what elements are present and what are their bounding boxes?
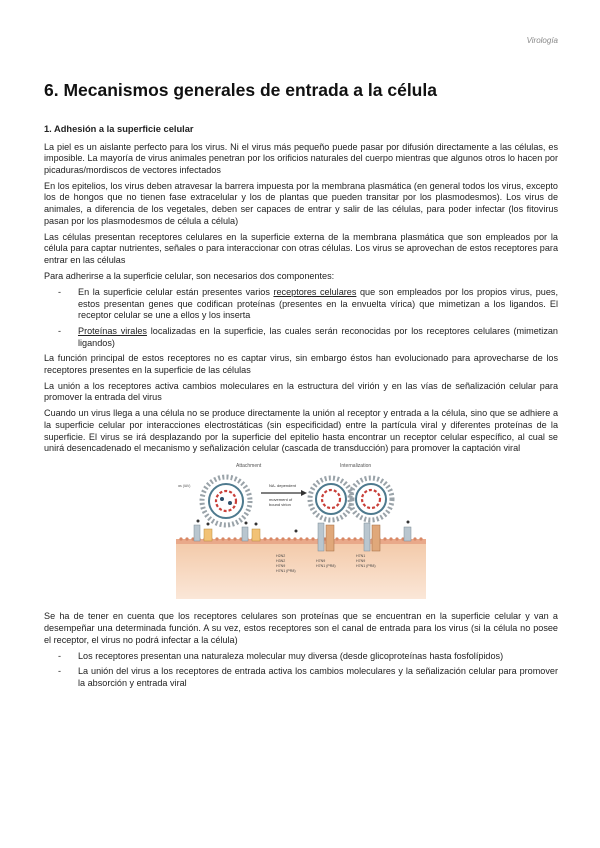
receptor-label: H2N2 xyxy=(276,554,286,559)
running-header: Virología xyxy=(526,36,558,45)
components-list xyxy=(44,287,558,349)
list-item-text: En la superficie celular están presentes varios xyxy=(78,287,274,298)
list-item-text: localizadas en la superficie, las cuales serán reconocidas por los receptores celulares (mimetizan ligandos) xyxy=(78,325,558,348)
virion-right-2 xyxy=(350,478,392,520)
section-heading: 1. Adhesión a la superficie celular xyxy=(44,124,194,134)
list-item xyxy=(44,287,558,322)
paragraph-8: Se ha de tener en cuenta que los receptores celulares son proteínas que se encuentran en la superficie celular y van a desempeñar una determinada función. A su vez, estos receptores son el canal de entrada para los virus (si la célula no posee el receptor, el virus no podrá infectar a la célula) xyxy=(44,611,558,645)
paragraph-2: En los epitelios, los virus deben atravesar la barrera impuesta por la membrana plasmática (en general todos los virus, excepto los de hongos que no tienen fase extracelular y los de plantas que pueden transitar por los plasmodesmos). Los virus de animales, a diferencia de los vegetales, deben ser capaces de entrar y salir de las células, para poder infectar (los fitovirus pasan por los plasmodesmos de célula a célula) xyxy=(44,180,558,226)
figure-label-virus: αs (IAV) xyxy=(178,484,191,489)
underlined-term: receptores celulares xyxy=(273,287,357,298)
receptor-label: H7N9 xyxy=(316,559,326,564)
list-item: - La unión del virus a los receptores de entrada activa los cambios moleculares y la señalización celular para promover la absorción y entrada viral xyxy=(44,666,558,689)
receptor-label: H3N2 xyxy=(276,559,286,564)
receptor-notes-list xyxy=(44,651,558,690)
receptor-label: H7N1 xyxy=(356,554,366,559)
list-item: - Los receptores presentan una naturaleza molecular muy diversa (desde glicoproteínas hasta fosfolípidos) xyxy=(44,651,558,663)
movement-arrow xyxy=(261,483,307,507)
receptor-label: H7N1 (PR8) xyxy=(276,569,296,574)
virus-attachment-figure xyxy=(176,459,426,599)
svg-text:bound virion: bound virion xyxy=(269,502,291,508)
svg-text:movement of: movement of xyxy=(269,497,293,503)
paragraph-1: La piel es un aislante perfecto para los virus. Ni el virus más pequeño puede pasar por difusión directamente a las células, es imposible. La mayoría de virus animales penetran por los orificios naturales del cuerpo mientras que algunos otros lo hacen por picaduras/mordiscos de vectores infectados xyxy=(44,141,558,175)
receptor-label: H7N1 (PR8) xyxy=(356,564,376,569)
paragraph-4: Para adherirse a la superficie celular, son necesarios dos componentes: xyxy=(44,271,335,282)
figure-label-internalization: Internalization xyxy=(340,463,372,470)
underlined-term: Proteínas virales xyxy=(78,325,147,336)
figure-label-attachment: Attachment xyxy=(236,463,262,470)
cell-cytoplasm xyxy=(176,541,426,599)
paragraph-3: Las células presentan receptores celulares en la superficie externa de la membrana plasmática que son empleados por la célula para captar nutrientes, señales o para interaccionar con otras células. Los virus se aprovechan de estos receptores para entrar en las células xyxy=(44,231,558,265)
paragraph-6: La unión a los receptores activa cambios moleculares en la estructura del virión y en las vías de señalización celular para promover la entrada del virus xyxy=(44,380,558,403)
paragraph-7: Cuando un virus llega a una célula no se produce directamente la unión al receptor y entrada a la célula, sino que se adhiere a la superficie celular por interacciones electrostáticas (sin especificidad) entre la partícula viral y diferentes proteínas de la superficie. El virus se irá desplazando por la superficie del epitelio hasta encontrar un receptor celular específico, al cual se unirá desencadenado el mecanismo y señalización celular (cascada de transducción) para promover la captación viral xyxy=(44,408,558,454)
document-body xyxy=(44,124,558,693)
figure-svg xyxy=(176,459,426,599)
receptor-label: H7N9 xyxy=(276,564,286,569)
receptor-label: H7N9 xyxy=(356,559,366,564)
svg-text:NA- dependent: NA- dependent xyxy=(269,483,296,489)
membrane-lipid-heads xyxy=(179,538,422,541)
virion-left xyxy=(202,477,250,525)
page-title: 6. Mecanismos generales de entrada a la célula xyxy=(44,80,437,100)
receptor-label: H7N1 (PR8) xyxy=(316,564,336,569)
list-item xyxy=(44,326,558,349)
list-item-text: que son empleados por los propios virus, pues, estos presentan genes que codifican proteínas (presentes en la envuelta vírica) que mimetizan a los ligandos. El receptor celular se une a ellos y los inserta xyxy=(78,287,558,321)
paragraph-5: La función principal de estos receptores no es captar virus, sin embargo éstos han evolucionado para aprovecharse de los receptores presentes en la superficie de las células xyxy=(44,353,558,375)
virion-right xyxy=(310,478,352,520)
